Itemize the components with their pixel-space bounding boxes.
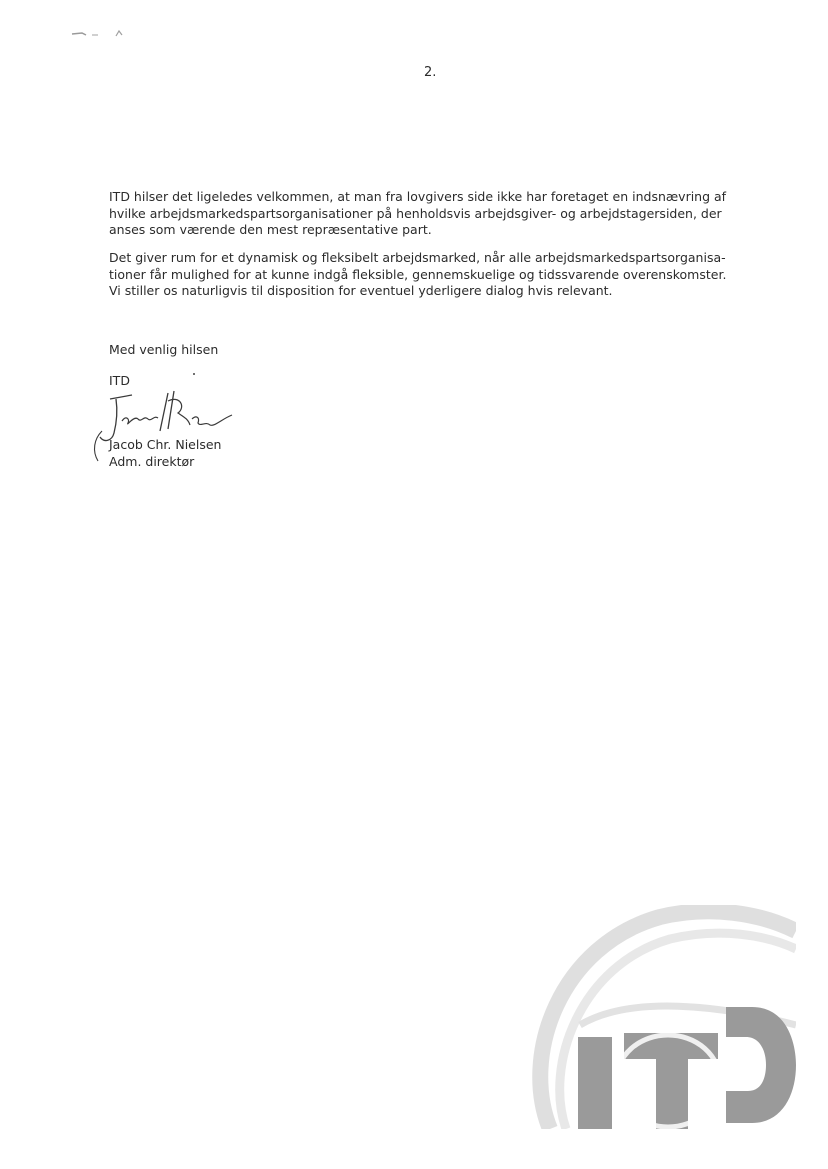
paragraph-2 bbox=[109, 250, 749, 300]
paragraph-2-line: Det giver rum for et dynamisk og fleksibelt arbejdsmarked, når alle arbejdsmarkedspartsorganisa- bbox=[109, 250, 726, 265]
signer-name: Jacob Chr. Nielsen bbox=[109, 437, 222, 452]
paragraph-1-line: ITD hilser det ligeledes velkommen, at man fra lovgivers side ikke har foretaget en indsnævring af bbox=[109, 189, 727, 204]
scan-marks bbox=[70, 27, 140, 41]
page-number: 2. bbox=[424, 65, 437, 80]
paragraph-2-line: Vi stiller os naturligvis til disposition for eventuel yderligere dialog hvis relevant. bbox=[109, 283, 613, 298]
itd-logo bbox=[520, 905, 796, 1129]
paragraph-1-line: hvilke arbejdsmarkedspartsorganisationer på henholdsvis arbejdsgiver- og arbejdstagersiden, der bbox=[109, 205, 722, 221]
paragraph-1-line: anses som værende den mest repræsentative part. bbox=[109, 222, 432, 237]
paragraph-1 bbox=[109, 189, 749, 239]
closing-salutation: Med venlig hilsen bbox=[109, 342, 219, 357]
organization-name: ITD bbox=[109, 373, 130, 388]
ink-dot bbox=[193, 373, 195, 375]
paragraph-2-line: tioner får mulighed for at kunne indgå fleksible, gennemskuelige og tidssvarende overenskomster. bbox=[109, 266, 727, 282]
signer-title: Adm. direktør bbox=[109, 453, 195, 469]
signer-block bbox=[109, 437, 749, 470]
